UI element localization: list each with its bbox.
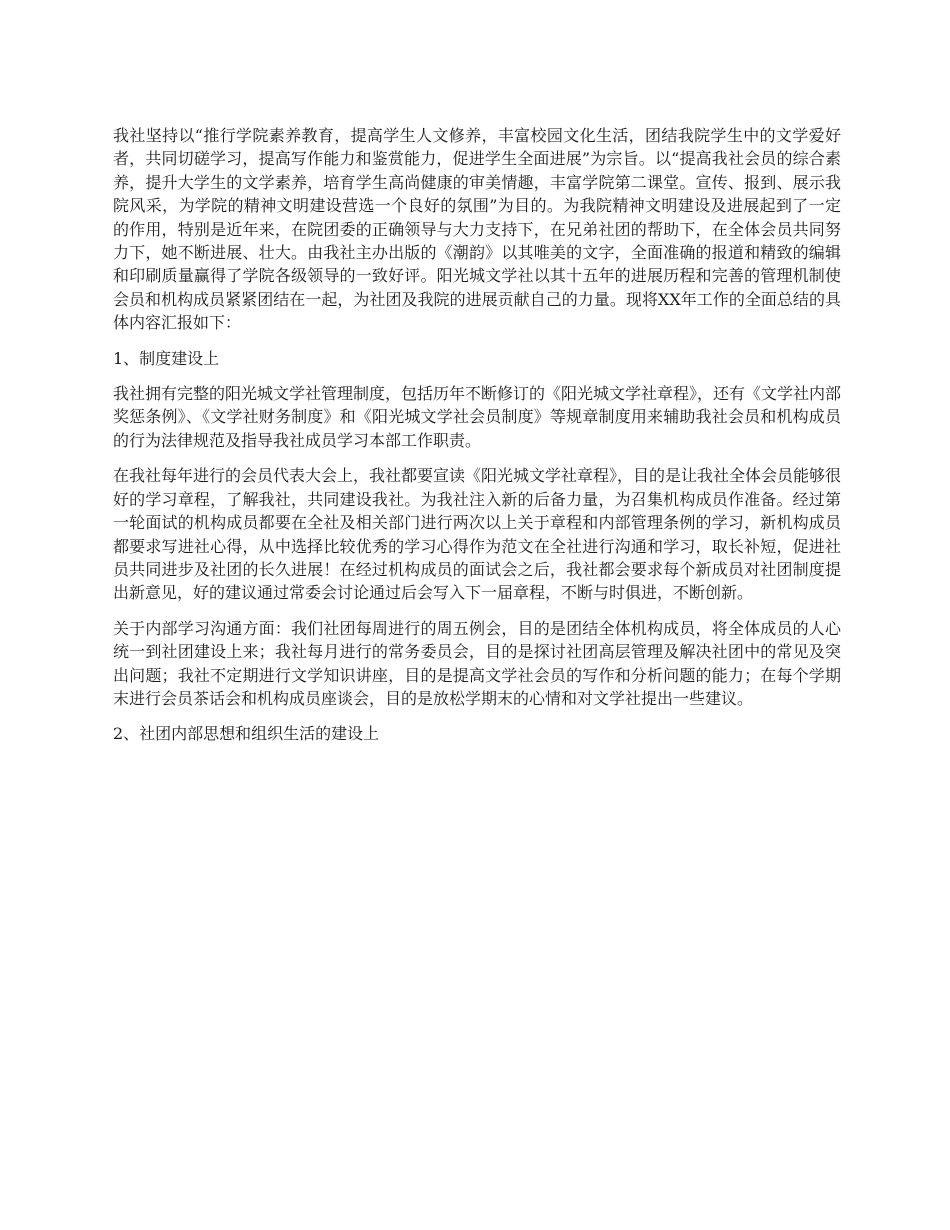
congress-paragraph: 在我社每年进行的会员代表大会上，我社都要宣读《阳光城文学社章程》，目的是让我社全体会员能够很好的学习章程，了解我社，共同建设我社。为我社注入新的后备力量，为召集机构成员作准备。经过第一轮面试的机构成员都要在全社及相关部门进行两次以上关于章程和内部管理条例的学习，新机构成员都要求写进社心得，从中选择比较优秀的学习心得作为范文在全社进行沟通和学习，取长补短，促进社员共同进步及社团的长久进展！在经过机构成员的面试会之后，我社都会要求每个新成员对社团制度提出新意见，好的建议通过常委会讨论通过后会写入下一届章程，不断与时俱进，不断创新。 bbox=[113, 466, 842, 603]
internal-study-paragraph: 关于内部学习沟通方面：我们社团每周进行的周五例会，目的是团结全体机构成员，将全体成员的人心统一到社团建设上来；我社每月进行的常务委员会，目的是探讨社团高层管理及解决社团中的常见及突出问题；我社不定期进行文学知识讲座，目的是提高文学社会员的写作和分析问题的能力；在每个学期末进行会员茶话会和机构成员座谈会，目的是放松学期末的心情和对文学社提出一些建议。 bbox=[113, 618, 841, 708]
section-heading-1: 1、制度建设上 bbox=[113, 348, 220, 368]
system-paragraph: 我社拥有完整的阳光城文学社管理制度，包括历年不断修订的《阳光城文学社章程》，还有《文学社内部奖惩条例》、《文学社财务制度》和《阳光城文学社会员制度》等规章制度用来辅助我社会员和机构成员的行为法律规范及指导我社成员学习本部工作职责。 bbox=[113, 384, 842, 450]
section-heading-2: 2、社团内部思想和组织生活的建设上 bbox=[113, 724, 380, 744]
intro-paragraph: 我社坚持以“推行学院素养教育，提高学生人文修养，丰富校园文化生活，团结我院学生中的文学爱好者，共同切磋学习，提高写作能力和鉴赏能力，促进学生全面进展”为宗旨。以“提高我社会员的综合素养，提升大学生的文学素养，培育学生高尚健康的审美情趣，丰富学院第二课堂。宣传、报到、展示我院风采，为学院的精神文明建设营选一个良好的氛围”为目的。为我院精神文明建设及进展起到了一定的作用，特别是近年来，在院团委的正确领导与大力支持下，在兄弟社团的帮助下，在全体会员共同努力下，她不断进展、壮大。由我社主办出版的《潮韵》以其唯美的文字，全面准确的报道和精致的编辑和印刷质量赢得了学院各级领导的一致好评。阳光城文学社以其十五年的进展历程和完善的管理机制使会员和机构成员紧紧团结在一起，为社团及我院的进展贡献自己的力量。现将XX年工作的全面总结的具体内容汇报如下： bbox=[113, 126, 841, 333]
document-body bbox=[113, 124, 841, 758]
